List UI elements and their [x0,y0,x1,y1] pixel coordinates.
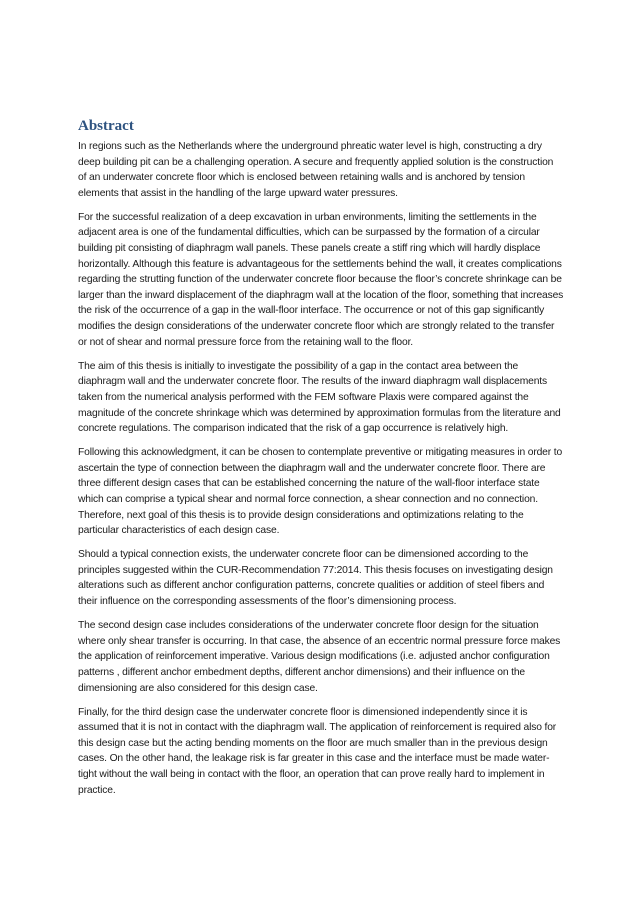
paragraph-1: In regions such as the Netherlands where the underground phreatic water level is high, constructing a dry deep building pit can be a challenging operation. A secure and frequently applied solution is the construction of an underwater concrete floor which is enclosed between retaining walls and is anchored by tension elements that assist in the handling of the large upward water pressures. [78,141,554,199]
paragraph-6: The second design case includes considerations of the underwater concrete floor design for the situation where only shear transfer is occurring. In that case, the absence of an eccentric normal pressure force makes the application of reinforcement imperative. Various design modifications (i.e. adjusted anchor configuration patterns , different anchor embedment depths, different anchor dimensions) and their influence on the dimensioning are also considered for this design case. [78,620,561,694]
paragraph-5: Should a typical connection exists, the underwater concrete floor can be dimensioned according to the principles suggested within the CUR-Recommendation 77:2014. This thesis focuses on investigating design alterations such as different anchor configuration patterns, concrete qualities or addition of steel fibers and their influence on the corresponding assessments of the floor’s dimensioning process. [78,549,553,608]
paragraph-3: The aim of this thesis is initially to investigate the possibility of a gap in the contact area between the diaphragm wall and the underwater concrete floor. The results of the inward diaphragm wall displacements taken from the numerical analysis performed with the FEM software Plaxis were compared against the magnitude of the concrete shrinkage which was determined by approximation formulas from the literature and concrete regulations. The comparison indicated that the risk of a gap occurrence is relatively high. [78,360,561,435]
paragraph-7: Finally, for the third design case the underwater concrete floor is dimensioned independently since it is assumed that it is not in contact with the diaphragm wall. The application of reinforcement is required also for this design case but the acting bending moments on the floor are much smaller than in the previous design cases. On the other hand, the leakage risk is far greater in this case and the interface must be made water-tight without the wall being in contact with the floor, an operation that can prove really hard to implement in practice. [78,706,557,796]
abstract-heading: Abstract [78,118,134,134]
paragraph-2: For the successful realization of a deep excavation in urban environments, limiting the settlements in the adjacent area is one of the fundamental difficulties, which can be surpassed by the formation of a circular building pit consisting of diaphragm wall panels. These panels create a stiff ring which will hardly displace horizontally. Although this feature is advantageous for the settlements behind the wall, it creates complications regarding the strutting function of the underwater concrete floor because the floor’s concrete shrinkage can be larger than the inward displacement of the diaphragm wall at the location of the floor, something that increases the risk of the occurrence of a gap in the wall-floor interface. The occurrence or not of this gap significantly modifies the design considerations of the underwater concrete floor which are strongly related to the transfer or not of shear and normal pressure force from the retaining wall to the floor. [78,211,564,348]
paragraph-4: Following this acknowledgment, it can be chosen to contemplate preventive or mitigating measures in order to ascertain the type of connection between the diaphragm wall and the underwater concrete floor. There are three different design cases that can be established concerning the nature of the wall-floor interface state which can comprise a typical shear and normal force connection, a shear connection and no connection. Therefore, next goal of this thesis is to provide design considerations and optimizations relating to the particular characteristics of each design case. [78,447,563,537]
abstract-section [78,116,564,807]
